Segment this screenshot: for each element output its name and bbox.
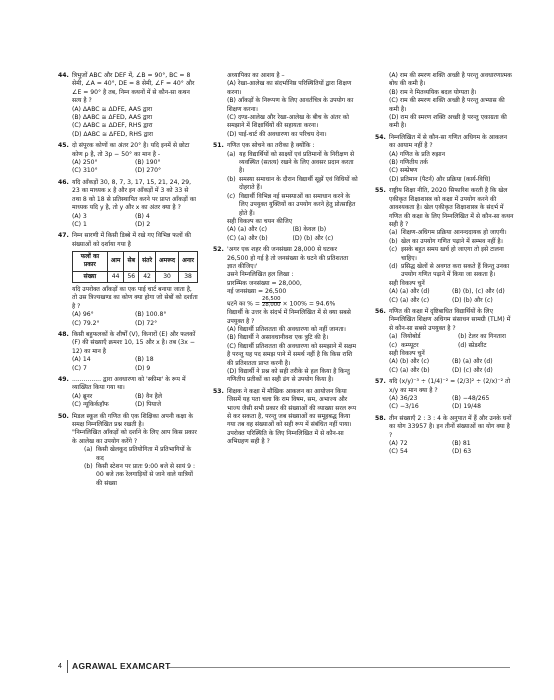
footer-divider	[67, 660, 68, 673]
option: (C) (a) और (c)	[389, 296, 430, 304]
question-57	[375, 378, 515, 412]
question-number: 55.	[375, 187, 386, 195]
option: (A) 14	[72, 356, 91, 364]
column-3	[375, 72, 515, 460]
option: (D) 2	[135, 220, 151, 228]
question-text: निम्नलिखित में से कौन-सा गणित अधिगम के आकलन का आयाम नहीं है ?	[389, 133, 508, 150]
question-text: गणित की कक्षा में दृष्टिबाधित विद्यार्थियों के लिए निम्नलिखित शिक्षण अधिगम संसाधन सामग्री (TLM) में से कौन-सा सबसे उपयुक्त है ?	[389, 307, 511, 332]
question-45	[58, 142, 198, 176]
question-48	[58, 331, 198, 373]
option: (D) पाई-चार्ट की अवधारणा का परिचय देना।	[227, 130, 327, 138]
fraction	[262, 297, 281, 310]
option: (A) 72	[389, 440, 408, 448]
option: (D) 9	[135, 364, 151, 372]
option: (B) 4	[135, 212, 150, 220]
question-text: शिक्षक ने कक्षा में मौखिक आकलन का आयोजन किया जिसमें यह पता चला कि राम विषम, सम, अभाज्य और भाज्य जैसी सभी प्रकार की संख्याओं की व्याख्या सरल रूप से कर सकता है, परन्तु जब संख्याओं का समूहबद्ध किया गया तब वह संख्याओं को सही रूप में संबंधित नहीं पाया।	[227, 387, 357, 429]
sub-text: (d) स्प्रेडशीट	[458, 341, 487, 349]
sub-text: (b) टेलर का गिनतारा	[458, 333, 506, 341]
question-text: तीन संख्याएँ 2 : 3 : 4 के अनुपात में हैं और उनके घनों का योग 33957 है। इन तीनों संख्याओं का योग क्या है ?	[389, 414, 512, 439]
question-51	[213, 142, 358, 243]
table-cell: 38	[179, 271, 198, 282]
question-text: त्रिभुजों ABC और DEF में, ∠B = 90°, BC = 8 सेमी, ∠A = 40°, DE = 8 सेमी, ∠F = 40° और ∠E = 90° है तब, निम्न कथनों में से कौन-सा कथन सत्य है ?	[72, 72, 195, 105]
question-number: 51.	[213, 142, 224, 150]
solution-line	[213, 297, 358, 310]
option: (B) (a) और (d)	[452, 358, 493, 366]
prompt: सही विकल्प चुनें	[389, 350, 425, 357]
question-text-2: उसने निम्नलिखित हल लिखा :	[227, 271, 294, 279]
option: (B) ΔABC ≅ ΔFED, AAS द्वारा	[72, 114, 153, 122]
question-number: 52.	[213, 246, 224, 254]
question-53	[213, 388, 358, 447]
option: (B) राम ने मितव्ययिक बदल योग्यता है।	[389, 88, 477, 96]
question-text: मिडल स्कूल की गणित की एक शिक्षिका अपनी कक्षा के समक्ष निम्नलिखित प्रश्न रखती है।	[72, 412, 193, 429]
sub-text: किसी स्टेशन पर प्रातः 9:00 बजे से सायं 9 : 00 बजे तक रेलगाड़ियों से जाने वाले यात्रियों की संख्या	[96, 463, 196, 487]
option: (B) केवल (b)	[292, 226, 327, 234]
question-text: 'अगर एक शहर की जनसंख्या 28,000 से घटकर 26,500 हो गई है तो जनसंख्या के घटने की प्रतिशतता ज्ञात कीजिए।'	[227, 246, 349, 270]
table-header: फलों का प्रकार	[73, 252, 108, 272]
option: (D) (b) और (c)	[292, 234, 334, 242]
question-text-2: "निम्नलिखित आँकड़ों को दर्शाने के लिए आप किस प्रकार के आलेख का उपयोग करेंगे ?	[72, 429, 197, 445]
option: (D) पियाजे	[135, 401, 162, 409]
option: (C) राम की स्मरण शक्ति अच्छी है परन्तु अभ्यास की कमी है।	[389, 97, 505, 113]
question-number: 45.	[58, 142, 69, 150]
sub-label: (c)	[389, 246, 398, 254]
option: (A) गणित के प्रति रुझान	[389, 150, 445, 158]
option: (B) वैन हैले	[135, 392, 162, 400]
sub-label: (a)	[227, 150, 236, 158]
option: (A) (a) और (c)	[227, 226, 268, 234]
option: (C) (a) और (b)	[389, 366, 430, 374]
table-cell: 30	[156, 271, 179, 282]
question-47	[58, 232, 198, 328]
question-55	[375, 187, 515, 305]
table-cell: 42	[139, 271, 156, 282]
option: (A) रेखा-आलेख का संदर्भानिष्ठ परिस्थितियों द्वारा शिक्षण करना।	[227, 80, 352, 96]
question-50-continued	[213, 72, 358, 139]
solution-line: नई जनसंख्या = 26,500	[227, 288, 287, 296]
column-1	[58, 72, 198, 491]
table-row-label: संख्या	[73, 271, 108, 282]
option: (C) 54	[389, 448, 408, 456]
table-header: सेब	[124, 252, 139, 272]
question-50	[58, 413, 198, 489]
question-number: 47.	[58, 232, 69, 240]
question-page	[58, 72, 514, 652]
option: (C) ΔABC ≅ ΔDEF, RHS द्वारा	[72, 122, 153, 130]
question-number: 48.	[58, 330, 69, 338]
option: (B) 18	[135, 356, 154, 364]
option: (D) (c) और (d)	[452, 366, 493, 374]
sub-text: खेल का उपयोग गणित पढ़ाने में सम्भव नहीं है।	[401, 237, 503, 245]
question-54	[375, 134, 515, 184]
option: (D) ΔABC ≅ ΔFED, RHS द्वारा	[72, 130, 153, 138]
sub-label: (c)	[227, 192, 236, 200]
sub-text: कम्प्यूटर	[401, 341, 419, 349]
table-cell: 44	[107, 271, 124, 282]
option: (C) न्यूकिर्कहॉफ	[72, 401, 109, 409]
option: (C) सम्प्रेषण	[389, 167, 418, 175]
question-49	[58, 376, 198, 410]
sub-label: (b)	[227, 175, 236, 183]
option: (A) ब्रूनर	[72, 392, 93, 400]
prompt: सही विकल्प का चयन कीजिए	[227, 217, 293, 225]
option: (B) (b), (c) और (d)	[452, 288, 505, 296]
question-text: यदि (x/y)⁻³ ÷ (1/4)⁻² = (2/3)² ÷ (2/x)⁻² तो x/y का मान क्या है ?	[389, 378, 511, 394]
option: (A) ΔABC ≅ ΔDFE, AAS द्वारा	[72, 105, 153, 113]
option: (D) 19/48	[452, 403, 481, 411]
option: (C) 79.2°	[72, 319, 100, 327]
sub-text: जियोबोर्ड	[401, 333, 421, 341]
option: (B) 81	[452, 440, 471, 448]
question-number: 44.	[58, 72, 69, 79]
table-header: अनार	[179, 252, 198, 272]
table-header: संतरे	[139, 252, 156, 272]
solution-text: घटने का % =	[227, 299, 261, 307]
sub-text: यह विद्यार्थियों को साक्ष्यों एवं प्रतिमानों के निरीक्षण से व्यवस्थित (सतत्य) रखने के लिए अवसर प्रदान करता है।	[239, 150, 355, 175]
option: (B) 190°	[135, 159, 161, 167]
question-text: दो संपूरक कोणों का अंतर 20° है। यदि इनमें से छोटा कोण p है, तो 3p − 50° का मान है -	[72, 142, 190, 158]
numerator: 26,500	[261, 295, 281, 302]
question-number: 54.	[375, 133, 386, 141]
question-text: किसी बहुफलकों के शीर्षों (V), किनारों (E) और फलकों (F) की संख्याएँ क्रमशः 10, 15 और x है। तब (3x − 12) का मान है	[72, 330, 196, 355]
sub-text: शिक्षण-अधिगम प्रक्रिया आनन्ददायक हो जाएगी।	[401, 229, 507, 237]
option: (D) प्रतिमान (पैटर्न) और प्रक्रिया (कार्य-विधि)	[389, 175, 491, 183]
question-56	[375, 308, 515, 375]
option: (B) विद्यार्थी ने असावधानीवश एक त्रुटि की है।	[227, 334, 329, 342]
option: (B) 100.8°	[135, 311, 167, 319]
option: (D) 63	[452, 448, 472, 456]
sub-text: प्रसिद्ध खेलों से अवगत करा सकते हैं किन्तु उनका उपयोग गणित पढ़ाने में किया जा सकता है।	[401, 262, 510, 279]
question-text: गणित एक सोचने का तरीका है क्योंकि :	[227, 142, 315, 150]
denominator: 28,000	[261, 302, 281, 309]
table-header: अमरूद	[156, 252, 179, 272]
sub-text: किसी खेलकूद प्रतियोगिता में प्रतिभागियों के कद	[96, 446, 192, 462]
option: (C) 310°	[72, 167, 98, 175]
sub-label: (d)	[389, 262, 398, 270]
option: (C) 1	[72, 220, 87, 228]
continued-text: अध्यापिका का आशय है –	[227, 72, 285, 79]
option: (B) −48/265	[452, 395, 490, 403]
fruit-table	[72, 251, 198, 283]
question-number: 49.	[58, 375, 69, 383]
question-46	[58, 179, 198, 229]
sub-label: (a)	[84, 446, 93, 454]
sub-text: समस्या समाधान के दौरान विद्यार्थी सूझें एवं विधियों को दोहराते हैं।	[239, 175, 358, 192]
sub-label: (b)	[84, 463, 93, 471]
option: (A) (a) और (d)	[389, 288, 430, 296]
option: (C) 7	[72, 364, 87, 372]
sub-label: (a)	[389, 333, 398, 341]
option: (D) विद्यार्थी ने प्रश्न को सही तरीके से हल किया है किन्तु गणितीय प्रतीकों का सही ढंग से उपयोग किया है।	[227, 368, 350, 384]
option: (A) 3	[72, 212, 87, 220]
question-text: ............... द्वारा अवधारणा को 'स्कीमा' के रूप में व्याख्यित किया गया था।	[72, 375, 186, 392]
question-text-2: उपरोक्त परिस्थिति के लिए निम्नलिखित में से कौन-सा अभिग्रहण सही है ?	[227, 429, 344, 446]
sub-label: (c)	[389, 341, 398, 349]
option: (A) 250°	[72, 159, 98, 167]
question-number: 58.	[375, 414, 386, 422]
prompt: सही विकल्प चुनें	[389, 279, 425, 287]
question-text: निम्न सारणी में किसी डिब्बे में रखे गए विभिन्न फलों की संख्याओं को दर्शाया गया है	[72, 232, 191, 248]
option: (B) आँकड़ों के निरूपण के लिए आवर्तचित्र के उपयोग का शिक्षण करना।	[227, 97, 354, 113]
option: (D) (b) और (c)	[452, 296, 493, 304]
page-footer	[58, 660, 510, 674]
question-number: 56.	[375, 307, 386, 315]
option: (A) 96°	[72, 311, 94, 319]
sub-text: विद्यार्थी विभिन्न नई समस्याओं का समाधान करने के लिए उपयुक्त युक्तियों का उपयोग करने हेतु प्रोत्साहित होते हैं।	[239, 192, 356, 217]
option: (A) (b) और (c)	[389, 358, 430, 366]
column-2	[213, 72, 358, 450]
sub-text: इसके बहुत समय खर्च हो जाएगा तो इसे टालना चाहिए।	[401, 246, 504, 262]
question-58	[375, 415, 515, 457]
page-number: 4	[58, 663, 62, 670]
option: (C) (a) और (b)	[227, 234, 268, 242]
table-cell: 56	[124, 271, 139, 282]
question-text: यदि आँकड़ों 30, 8, 7, 3, 17, 15, 21, 24, 29, 23 का माध्यक x है और इन आँकड़ों में 3 को 33 से तथा 8 को 18 से प्रतिस्थापित करने पर प्राप्त आँकड़ों का माध्यक यदि y है, तो y और x का अंतर क्या है ?	[72, 178, 196, 212]
sub-label: (a)	[389, 229, 398, 237]
question-number: 57.	[375, 378, 386, 386]
brand-logo: AGRAWAL EXAMCART	[72, 661, 171, 671]
option: (A) विद्यार्थी प्रतिशतता की अवधारणा को नहीं जानता।	[227, 326, 346, 333]
solution-text: × 100% = 94.6%	[282, 299, 336, 307]
question-number: 50.	[58, 412, 69, 420]
footer-rule	[168, 667, 510, 668]
option: (A) 36/23	[389, 395, 418, 403]
option: (B) गणितीय तर्क	[389, 159, 428, 167]
option: (D) 72°	[135, 319, 158, 327]
sub-label: (b)	[389, 237, 398, 245]
option: (C) −3/16	[389, 403, 419, 411]
solution-line: प्रारम्भिक जनसंख्या = 28,000,	[227, 279, 302, 287]
option: (A) राम की स्मरण शक्ति अच्छी है परन्तु अवधारणात्मक बोध की कमी है।	[389, 72, 512, 88]
option: (D) राम की स्मरण शक्ति अच्छी है परन्तु एकाग्रता की कमी है।	[389, 114, 507, 130]
question-text: राष्ट्रीय शिक्षा नीति, 2020 सिफारिश करती है कि खेल एकीकृत शिक्षाशास्त्र को कक्षा में उपयोग करने की आवश्यकता है। खेल एकीकृत शिक्षाशास्त्र के संदर्भ में गणित की कक्षा के लिए निम्नलिखित में से कौन-सा कथन सही है ?	[389, 187, 514, 228]
option: (D) 270°	[135, 167, 162, 175]
question-52	[213, 246, 358, 385]
question-text-2: यदि उपरोक्त आँकड़ों का एक पाई चार्ट बनाया जाता है, तो उस त्रिज्यखण्ड का कोण क्या होगा जो सेबों को दर्शाता है ?	[72, 285, 198, 310]
option: (C) दण्ड-आलेख और रेखा-आलेख के बीच के अंतर को समझाने में शिक्षार्थियों की सहायता करना।	[227, 114, 349, 130]
table-header: आम	[107, 252, 124, 272]
question-53-options	[375, 72, 515, 131]
question-text-3: विद्यार्थी के उत्तर के संदर्भ में निम्नलिखित में से क्या सबसे उपयुक्त है ?	[227, 309, 351, 325]
option: (C) विद्यार्थी प्रतिशतता की अवधारणा को समझाने में सक्षम है परन्तु यह पद समझ पाने में समर्थ नहीं है कि किस राशि की प्रतिशतता प्राप्त करनी है।	[227, 342, 357, 367]
question-number: 46.	[58, 178, 69, 186]
question-number: 53.	[213, 387, 224, 395]
question-44	[58, 72, 198, 139]
